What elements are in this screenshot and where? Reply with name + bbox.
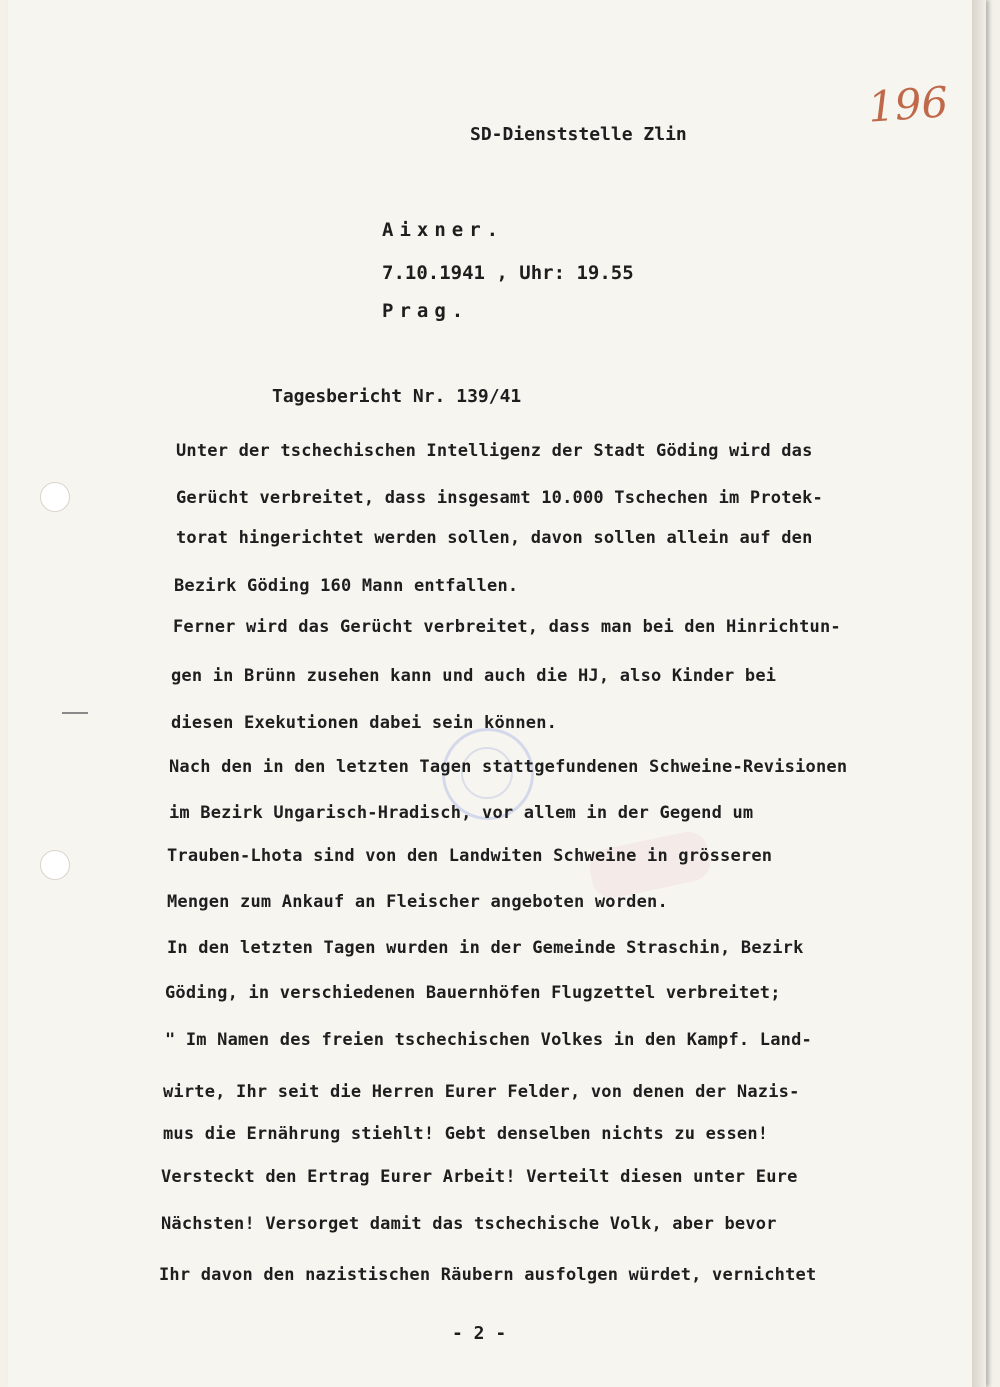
body-line: Nach den in den letzten Tagen stattgefundenen Schweine-Revisionen bbox=[169, 757, 848, 777]
body-line: Unter der tschechischen Intelligenz der Stadt Göding wird das bbox=[176, 441, 813, 461]
punch-hole-bottom bbox=[40, 850, 70, 880]
page-number: - 2 - bbox=[452, 1323, 507, 1344]
sender-city: Prag. bbox=[382, 300, 470, 322]
body-line: Trauben-Lhota sind von den Landwiten Schweine in grösseren bbox=[167, 846, 773, 866]
body-line: In den letzten Tagen wurden in der Gemeinde Straschin, Bezirk bbox=[167, 938, 804, 958]
body-line: Ihr davon den nazistischen Räubern ausfolgen würdet, vernichtet bbox=[159, 1265, 817, 1285]
body-line: " Im Namen des freien tschechischen Volkes in den Kampf. Land- bbox=[165, 1030, 812, 1050]
body-line: Nächsten! Versorget damit das tschechische Volk, aber bevor bbox=[161, 1214, 777, 1234]
body-line: Bezirk Göding 160 Mann entfallen. bbox=[174, 576, 519, 596]
date-time: 7.10.1941 , Uhr: 19.55 bbox=[382, 262, 634, 284]
body-line: wirte, Ihr seit die Herren Eurer Felder, von denen der Nazis- bbox=[163, 1082, 800, 1102]
sender-name: Aixner. bbox=[382, 219, 505, 241]
body-line: gen in Brünn zusehen kann und auch die HJ, also Kinder bei bbox=[171, 666, 777, 686]
body-line: im Bezirk Ungarisch-Hradisch, vor allem in der Gegend um bbox=[169, 803, 754, 823]
body-line: Ferner wird das Gerücht verbreitet, dass man bei den Hinrichtun- bbox=[173, 617, 841, 637]
body-line: diesen Exekutionen dabei sein können. bbox=[171, 713, 558, 733]
body-line: Versteckt den Ertrag Eurer Arbeit! Verteilt diesen unter Eure bbox=[161, 1167, 798, 1187]
body-line: Mengen zum Ankauf an Fleischer angeboten worden. bbox=[167, 892, 668, 912]
body-line: mus die Ernährung stiehlt! Gebt denselben nichts zu essen! bbox=[163, 1124, 769, 1144]
punch-hole-top bbox=[40, 482, 70, 512]
folio-number: 196 bbox=[866, 77, 950, 132]
body-line: Gerücht verbreitet, dass insgesamt 10.000 Tschechen im Protek- bbox=[176, 488, 823, 508]
office-heading: SD-Dienststelle Zlin bbox=[470, 124, 687, 145]
report-title: Tagesbericht Nr. 139/41 bbox=[272, 386, 522, 407]
page-edge-shadow bbox=[972, 0, 986, 1387]
body-line: Göding, in verschiedenen Bauernhöfen Flugzettel verbreitet; bbox=[165, 983, 781, 1003]
margin-mark bbox=[62, 712, 88, 714]
body-line: torat hingerichtet werden sollen, davon sollen allein auf den bbox=[176, 528, 813, 548]
